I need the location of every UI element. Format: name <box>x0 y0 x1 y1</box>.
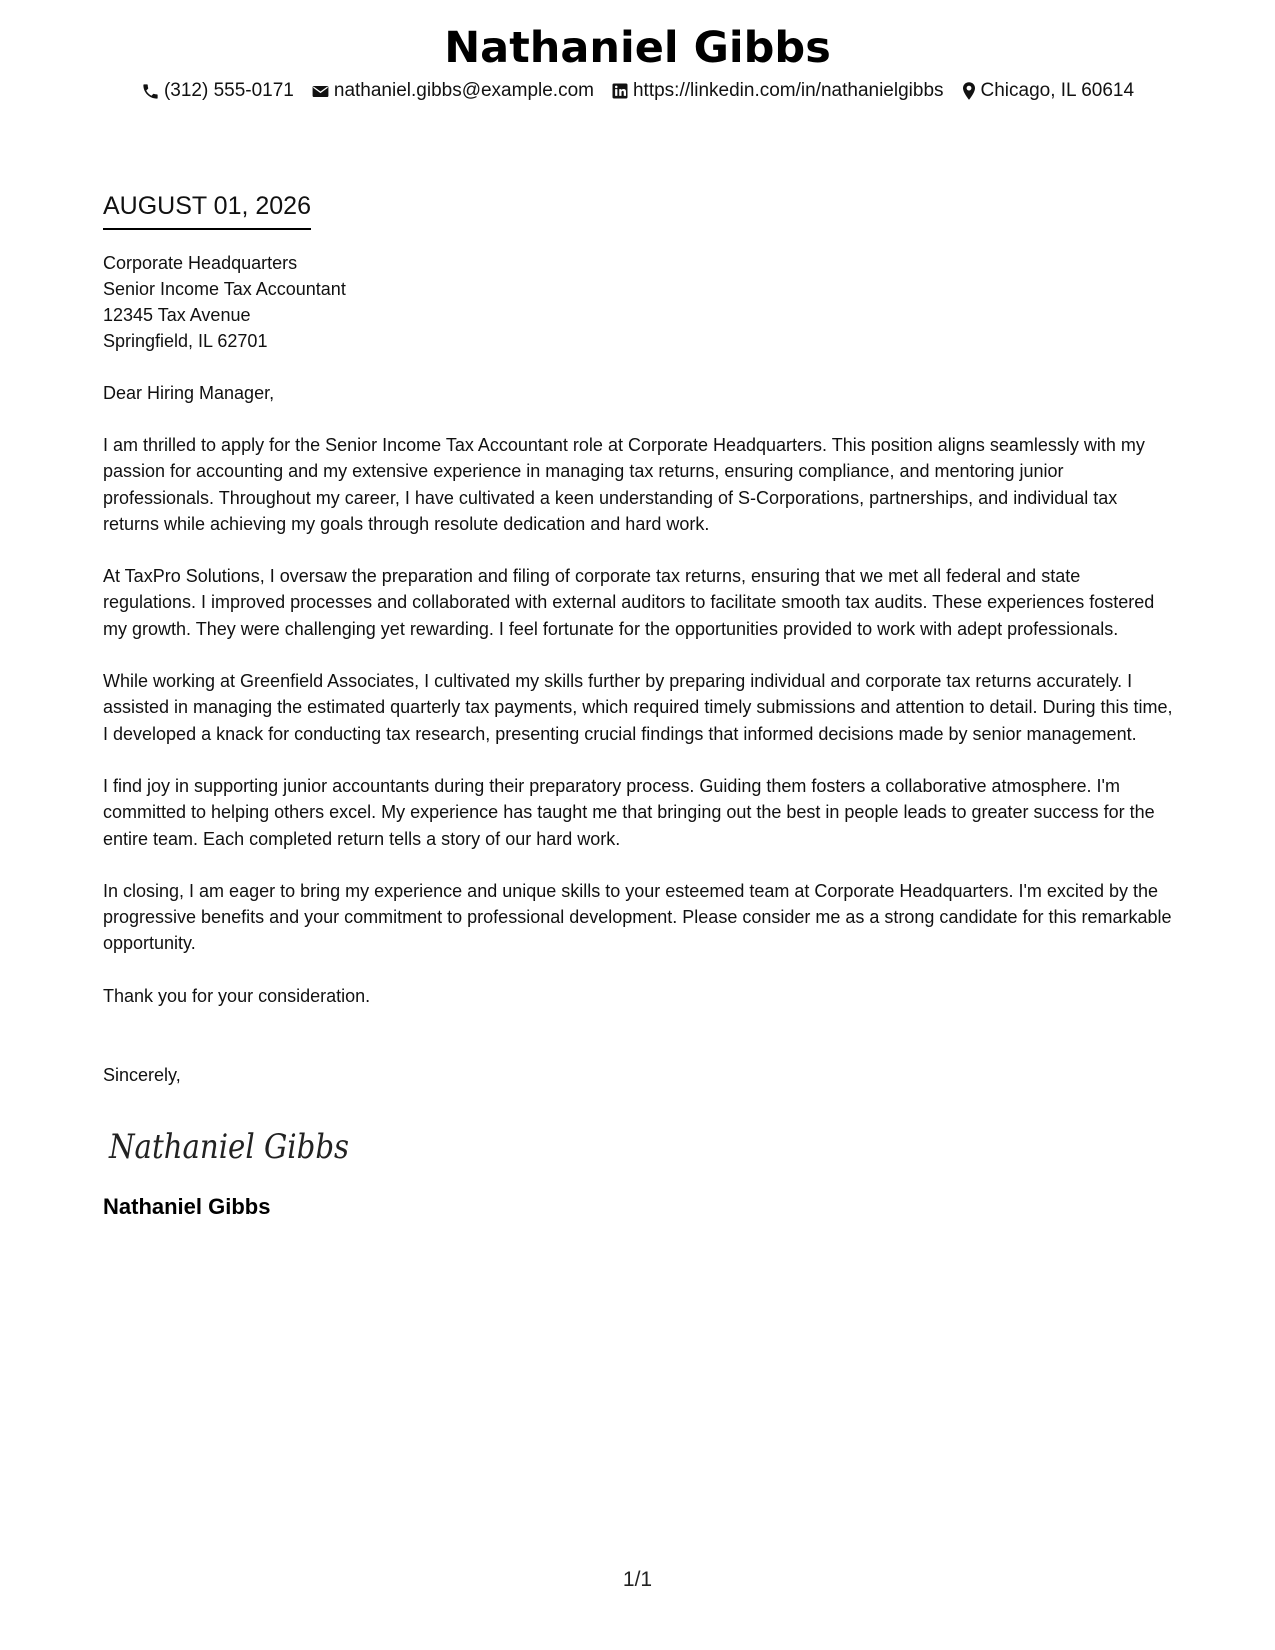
body-paragraph: In closing, I am eager to bring my experience and unique skills to your esteemed team at Corporate Headquarters. I'm excited by the progressive benefits and your commitment to professional development. Please consider me as a strong candidate for this remarkable opportunity. <box>103 880 1172 954</box>
signer-name: Nathaniel Gibbs <box>103 1193 271 1219</box>
letter-header <box>0 20 1275 102</box>
map-pin-icon <box>961 81 977 101</box>
closing-line: Sincerely, <box>103 1064 181 1085</box>
body-paragraph: I find joy in supporting junior accountants during their preparatory process. Guiding them fosters a collaborative atmosphere. I'm committed to helping others excel. My experience has taught me that bringing out the best in people leads to greater success for the entire team. Each completed return tells a story of our hard work. <box>103 775 1155 849</box>
applicant-name: Nathaniel Gibbs <box>444 23 831 73</box>
phone-number: (312) 555-0171 <box>163 80 294 101</box>
letter-date: AUGUST 01, 2026 <box>103 190 311 230</box>
letter-body <box>103 190 1178 1222</box>
signature-image <box>103 1122 1178 1170</box>
location-text: Chicago, IL 60614 <box>980 80 1135 101</box>
recipient-block <box>103 250 1178 354</box>
envelope-icon <box>311 82 330 101</box>
linkedin-icon <box>611 82 629 100</box>
phone-icon <box>141 82 160 101</box>
recipient-city: Springfield, IL 62701 <box>103 331 268 351</box>
salutation: Dear Hiring Manager, <box>103 383 275 403</box>
body-paragraph: I am thrilled to apply for the Senior Income Tax Accountant role at Corporate Headquarters. This position aligns seamlessly with my passion for accounting and my extensive experience in managing tax returns, ensuring compliance, and mentoring junior professionals. Throughout my career, I have cultivated a keen understanding of S-Corporations, partnerships, and individual tax returns while achieving my goals through resolute dedication and hard work. <box>103 435 1145 534</box>
body-paragraph: While working at Greenfield Associates, I cultivated my skills further by preparing individual and corporate tax returns accurately. I assisted in managing the estimated quarterly tax payments, which required timely submissions and attention to detail. During this time, I developed a knack for conducting tax research, presenting crucial findings that informed decisions made by senior management. <box>103 671 1173 744</box>
recipient-street: 12345 Tax Avenue <box>103 305 251 325</box>
recipient-company: Corporate Headquarters <box>103 253 298 273</box>
contact-email[interactable] <box>311 80 594 102</box>
contact-linkedin[interactable] <box>611 80 944 102</box>
handwritten-signature <box>103 1122 363 1170</box>
linkedin-url[interactable]: https://linkedin.com/in/nathanielgibbs <box>632 80 944 101</box>
email-address[interactable]: nathaniel.gibbs@example.com <box>333 80 594 101</box>
contact-bar <box>0 80 1275 102</box>
recipient-position: Senior Income Tax Accountant <box>103 279 346 299</box>
body-paragraph: At TaxPro Solutions, I oversaw the preparation and filing of corporate tax returns, ensuring that we met all federal and state regulations. I improved processes and collaborated with external auditors to facilitate smooth tax audits. These experiences fostered my growth. They were challenging yet rewarding. I feel fortunate for the opportunities provided to work with adept professionals. <box>103 566 1155 639</box>
contact-phone <box>141 80 294 102</box>
page-indicator: 1/1 <box>622 1568 653 1591</box>
contact-location <box>961 80 1135 102</box>
thanks-line: Thank you for your consideration. <box>103 985 371 1006</box>
signature-text: Nathaniel Gibbs <box>108 1126 349 1167</box>
